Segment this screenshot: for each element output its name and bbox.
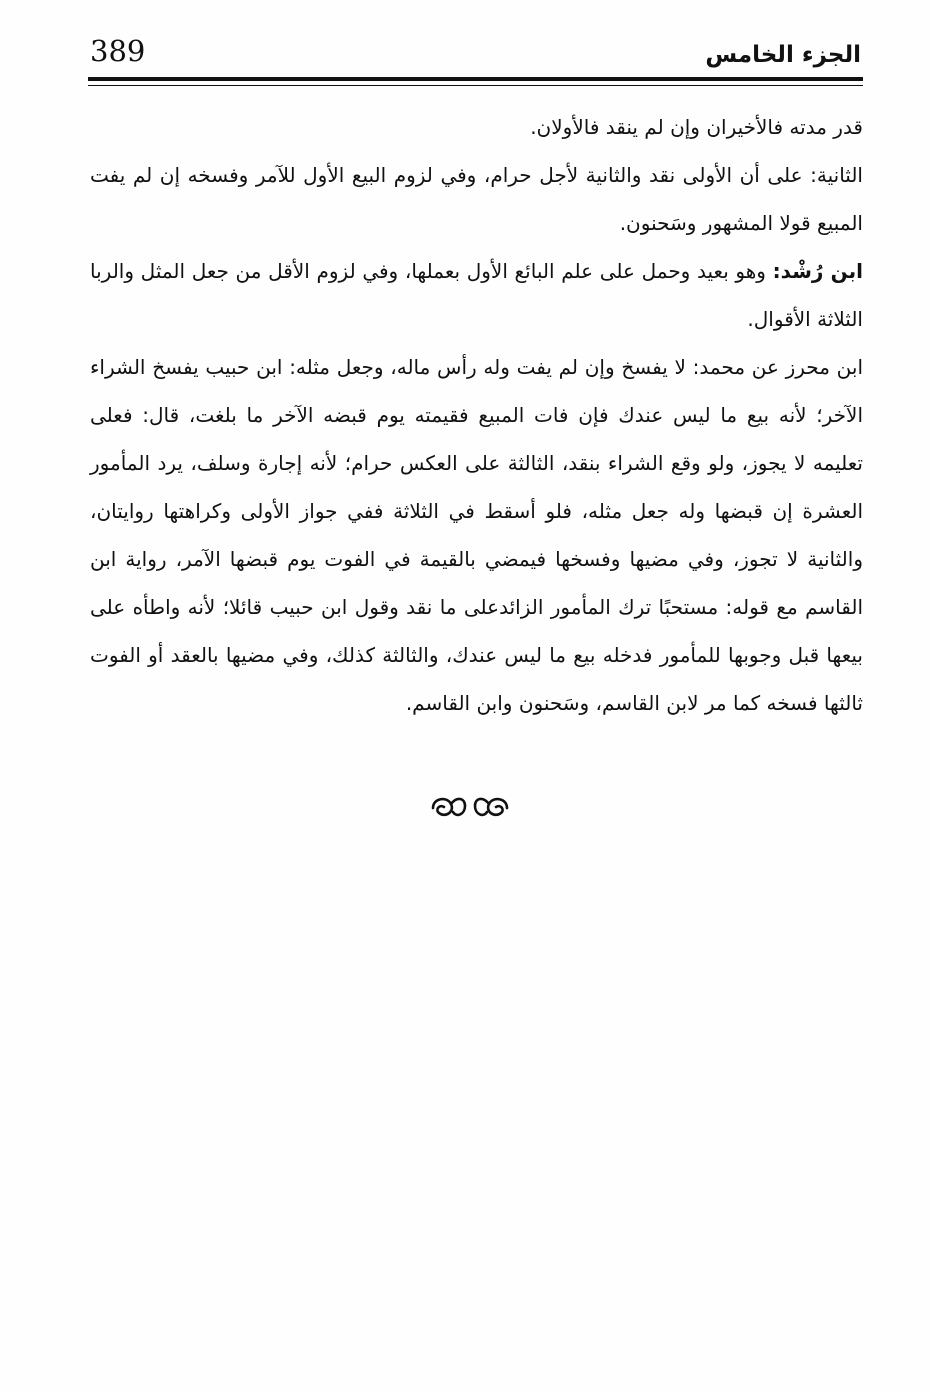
- paragraph-4-text: ابن محرز عن محمد: لا يفسخ وإن لم يفت وله رأس ماله، وجعل مثله: ابن حبيب يفسخ الشراء الآخر؛ لأنه بيع ما ليس عندك فإن فات المبيع فقيمته يوم قبضه الآخر ما بلغت، قال: فعلى تعليمه لا يجوز، ولو وقع الشراء بنقد، الثالثة على العكس حرام؛ لأنه إجارة وسلف، يرد المأمور العشرة إن قبضها وله جعل مثله، فلو أسقط في الثلاثة ففي جواز الأولى وكراهتها روايتان، والثانية لا تجوز، وفي مضيها وفسخها فيمضي بالقيمة في الفوت يوم قبضها الآمر، رواية ابن القاسم مع قوله: مستحبًا ترك المأمور الزائدعلى ما نقد وقول ابن حبيب قائلا؛ لأنه واطأه على بيعها قبل وجوبها للمأمور فدخله بيع ما ليس عندك، والثالثة كذلك، وفي مضيها بالعقد أو الفوت ثالثها فسخه كما مر لابن القاسم، وسَحنون وابن القاسم.: [90, 355, 863, 715]
- header-rule-thick: [88, 77, 863, 81]
- volume-title: الجزء الخامس: [705, 42, 861, 68]
- paragraph-3-text: وهو بعيد وحمل على علم البائع الأول بعملها، وفي لزوم الأقل من جعل المثل والربا الثلاثة الأقوال.: [90, 259, 863, 331]
- header-rule-thin: [88, 85, 863, 86]
- ornament-svg: [415, 788, 525, 828]
- paragraph-1-text: قدر مدته فالأخيران وإن لم ينقد فالأولان.: [530, 115, 863, 139]
- paragraph-2-text: الثانية: على أن الأولى نقد والثانية لأجل حرام، وفي لزوم البيع الأول للآمر وفسخه إن لم يفت المبيع قولا المشهور وسَحنون.: [90, 163, 863, 235]
- paragraph-2: [90, 151, 863, 247]
- page-header: [88, 30, 863, 76]
- page-number: 389: [90, 34, 146, 68]
- scholar-name-ibn-rushd: ابن رُشْد:: [772, 259, 864, 283]
- paragraph-1: [90, 103, 863, 151]
- text-body: [90, 103, 863, 727]
- paragraph-4: [90, 343, 863, 727]
- paragraph-3: [90, 247, 863, 343]
- section-end-ornament-icon: [415, 788, 525, 828]
